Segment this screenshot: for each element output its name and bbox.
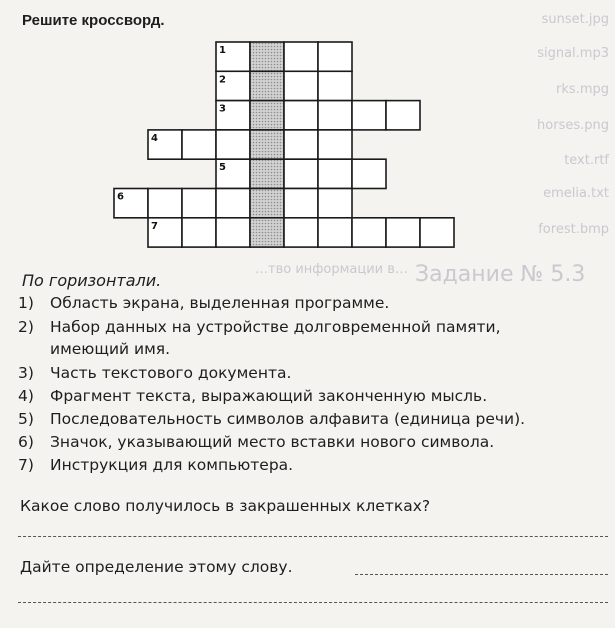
clue-number-label: 6 xyxy=(117,191,124,203)
clue-1 xyxy=(18,294,389,312)
clues-heading: По горизонтали. xyxy=(22,271,162,290)
clue-number-label: 1 xyxy=(219,45,226,56)
crossword-cell-shaded[interactable] xyxy=(250,130,284,159)
crossword-cell[interactable] xyxy=(318,130,352,159)
crossword-cell[interactable] xyxy=(284,189,318,218)
clue-number: 4) xyxy=(18,387,34,405)
clue-7 xyxy=(18,456,293,474)
clue-number: 2) xyxy=(18,318,34,336)
crossword-cell[interactable] xyxy=(386,218,420,247)
crossword-cell-shaded[interactable] xyxy=(250,42,284,71)
crossword-cell[interactable] xyxy=(318,218,352,247)
crossword-cell[interactable] xyxy=(148,189,182,218)
clue-text: Фрагмент текста, выражающий законченную мысль. xyxy=(50,387,488,405)
crossword-cell[interactable] xyxy=(318,42,352,71)
clue-number-label: 7 xyxy=(151,220,158,232)
background-heading: Задание № 5.3 xyxy=(415,262,586,287)
clue-text: Инструкция для компьютера. xyxy=(50,456,294,474)
crossword-cell[interactable] xyxy=(284,159,318,188)
background-line: …тво информации в… xyxy=(255,262,408,277)
question-shaded-word: Какое слово получилось в закрашенных клетках? xyxy=(20,497,431,515)
crossword-cell[interactable] xyxy=(318,159,352,188)
clue-number: 7) xyxy=(18,456,34,474)
clue-text: Набор данных на устройстве долговременной памяти, xyxy=(50,318,501,336)
clue-number: 1) xyxy=(18,294,34,312)
crossword-cell[interactable] xyxy=(182,189,216,218)
crossword-cell-shaded[interactable] xyxy=(250,71,284,100)
clue-text: имеющий имя. xyxy=(50,340,171,358)
crossword-cell[interactable] xyxy=(318,189,352,218)
clue-2 xyxy=(18,318,501,336)
ghost-file-4: horses.png xyxy=(537,118,609,133)
crossword-grid xyxy=(0,0,615,260)
crossword-cell[interactable] xyxy=(284,218,318,247)
ghost-file-2: signal.mp3 xyxy=(537,46,609,61)
clue-number: 6) xyxy=(18,433,34,451)
clue-text: Часть текстового документа. xyxy=(50,364,292,382)
clue-number-label: 5 xyxy=(219,162,226,174)
crossword-cell-shaded[interactable] xyxy=(250,159,284,188)
ghost-file-6: emelia.txt xyxy=(543,186,609,201)
ghost-file-5: text.rtf xyxy=(564,153,609,168)
crossword-cell-shaded[interactable] xyxy=(250,218,284,247)
crossword-cell[interactable] xyxy=(216,189,250,218)
clue-number-label: 4 xyxy=(151,132,158,144)
crossword-cell[interactable] xyxy=(182,130,216,159)
crossword-cell[interactable] xyxy=(284,101,318,130)
task-title: Решите кроссворд. xyxy=(22,12,165,29)
clue-text: Значок, указывающий место вставки нового символа. xyxy=(50,433,495,451)
crossword-cell[interactable] xyxy=(216,218,250,247)
crossword-cell-shaded[interactable] xyxy=(250,189,284,218)
clue-6 xyxy=(18,433,494,451)
crossword-cell[interactable] xyxy=(182,218,216,247)
clue-number-label: 2 xyxy=(219,74,226,86)
crossword-cell[interactable] xyxy=(352,101,386,130)
clue-number: 3) xyxy=(18,364,34,382)
crossword-cell[interactable] xyxy=(284,71,318,100)
crossword-cell-shaded[interactable] xyxy=(250,101,284,130)
clue-4 xyxy=(18,387,487,405)
crossword-cell[interactable] xyxy=(352,218,386,247)
clue-number-label: 3 xyxy=(219,103,226,115)
crossword-cell[interactable] xyxy=(318,71,352,100)
clue-text: Последовательность символов алфавита (единица речи). xyxy=(50,410,526,428)
crossword-cell[interactable] xyxy=(386,101,420,130)
clue-text: Область экрана, выделенная программе. xyxy=(50,294,390,312)
question-definition: Дайте определение этому слову. xyxy=(20,558,293,576)
answer-line-3[interactable] xyxy=(18,602,608,603)
crossword-cell[interactable] xyxy=(284,130,318,159)
answer-line-2[interactable] xyxy=(355,574,608,575)
crossword-cell[interactable] xyxy=(420,218,454,247)
answer-line-1[interactable] xyxy=(18,536,608,537)
crossword-cell[interactable] xyxy=(216,130,250,159)
clue-number: 5) xyxy=(18,410,34,428)
clue-2-continued xyxy=(18,340,170,358)
ghost-file-1: sunset.jpg xyxy=(541,12,609,27)
crossword-cell[interactable] xyxy=(318,101,352,130)
crossword-cell[interactable] xyxy=(352,159,386,188)
clue-3 xyxy=(18,364,291,382)
clue-5 xyxy=(18,410,525,428)
crossword-cell[interactable] xyxy=(284,42,318,71)
ghost-file-3: rks.mpg xyxy=(556,82,609,97)
ghost-file-7: forest.bmp xyxy=(538,222,609,237)
